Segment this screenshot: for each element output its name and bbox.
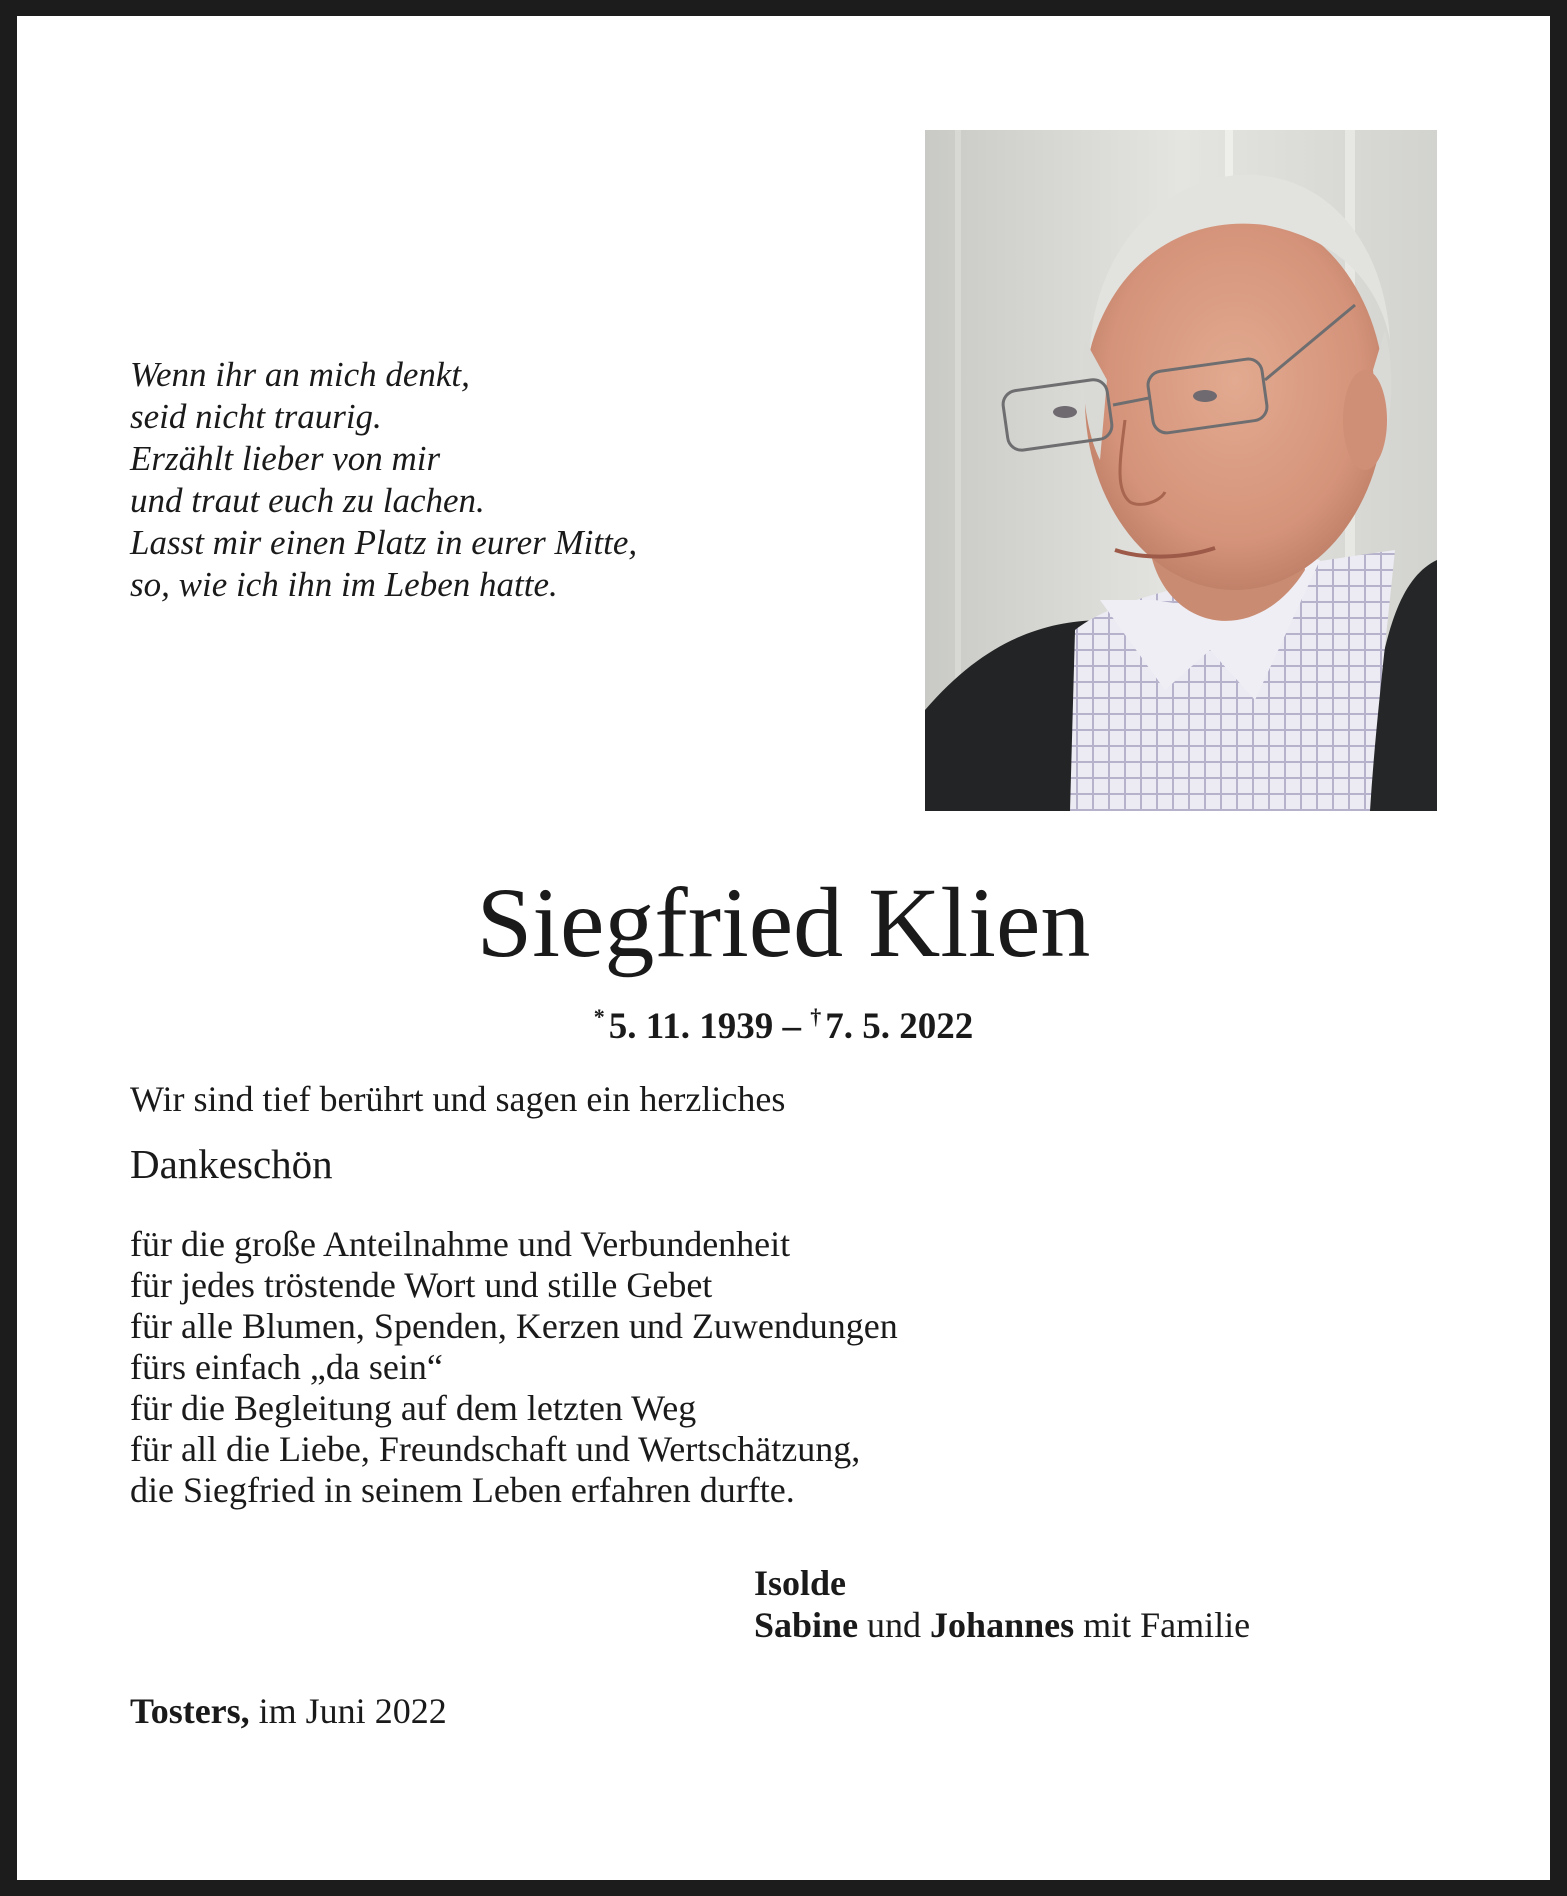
poem-line: Erzählt lieber von mir <box>130 439 441 478</box>
life-dates <box>0 995 1567 1049</box>
signature-family: mit Familie <box>1074 1605 1251 1645</box>
thanks-line: für all die Liebe, Freundschaft und Wertschätzung, <box>130 1429 861 1469</box>
poem-line: so, wie ich ihn im Leben hatte. <box>130 565 558 604</box>
place-town: Tosters, <box>130 1691 250 1731</box>
thanks-list <box>130 1224 898 1511</box>
poem-line: und traut euch zu lachen. <box>130 481 485 520</box>
birth-date: 5. 11. 1939 <box>608 1006 774 1047</box>
thanks-line: für die große Anteilnahme und Verbundenheit <box>130 1224 791 1264</box>
death-cross: † <box>810 1004 822 1029</box>
thanks-line: für alle Blumen, Spenden, Kerzen und Zuwendungen <box>130 1306 898 1346</box>
deceased-name: Siegfried Klien <box>476 867 1091 978</box>
poem-line: Wenn ihr an mich denkt, <box>130 355 470 394</box>
death-date: 7. 5. 2022 <box>825 1006 974 1047</box>
thanks-line: fürs einfach „da sein“ <box>130 1347 443 1387</box>
poem <box>130 354 637 606</box>
signer-johannes: Johannes <box>930 1605 1075 1645</box>
signer-sabine: Sabine <box>754 1605 859 1645</box>
portrait-illustration <box>925 130 1437 811</box>
poem-line: Lasst mir einen Platz in eurer Mitte, <box>130 523 638 562</box>
birth-star: * <box>593 1004 605 1029</box>
thanks-line: für die Begleitung auf dem letzten Weg <box>130 1388 697 1428</box>
thanks-line: für jedes tröstende Wort und stille Gebet <box>130 1265 713 1305</box>
place-and-date <box>130 1690 447 1732</box>
thanks-intro: Wir sind tief berührt und sagen ein herzliches <box>130 1079 786 1119</box>
thanks-heading: Dankeschön <box>130 1141 333 1187</box>
poem-line: seid nicht traurig. <box>130 397 382 436</box>
signature-and: und <box>858 1605 931 1645</box>
place-date: im Juni 2022 <box>249 1691 447 1731</box>
portrait-photo <box>925 130 1437 811</box>
thanks-line: die Siegfried in seinem Leben erfahren durfte. <box>130 1470 795 1510</box>
date-separator: – <box>782 1006 801 1047</box>
family-signature <box>754 1562 1250 1646</box>
signer-isolde: Isolde <box>754 1563 847 1603</box>
